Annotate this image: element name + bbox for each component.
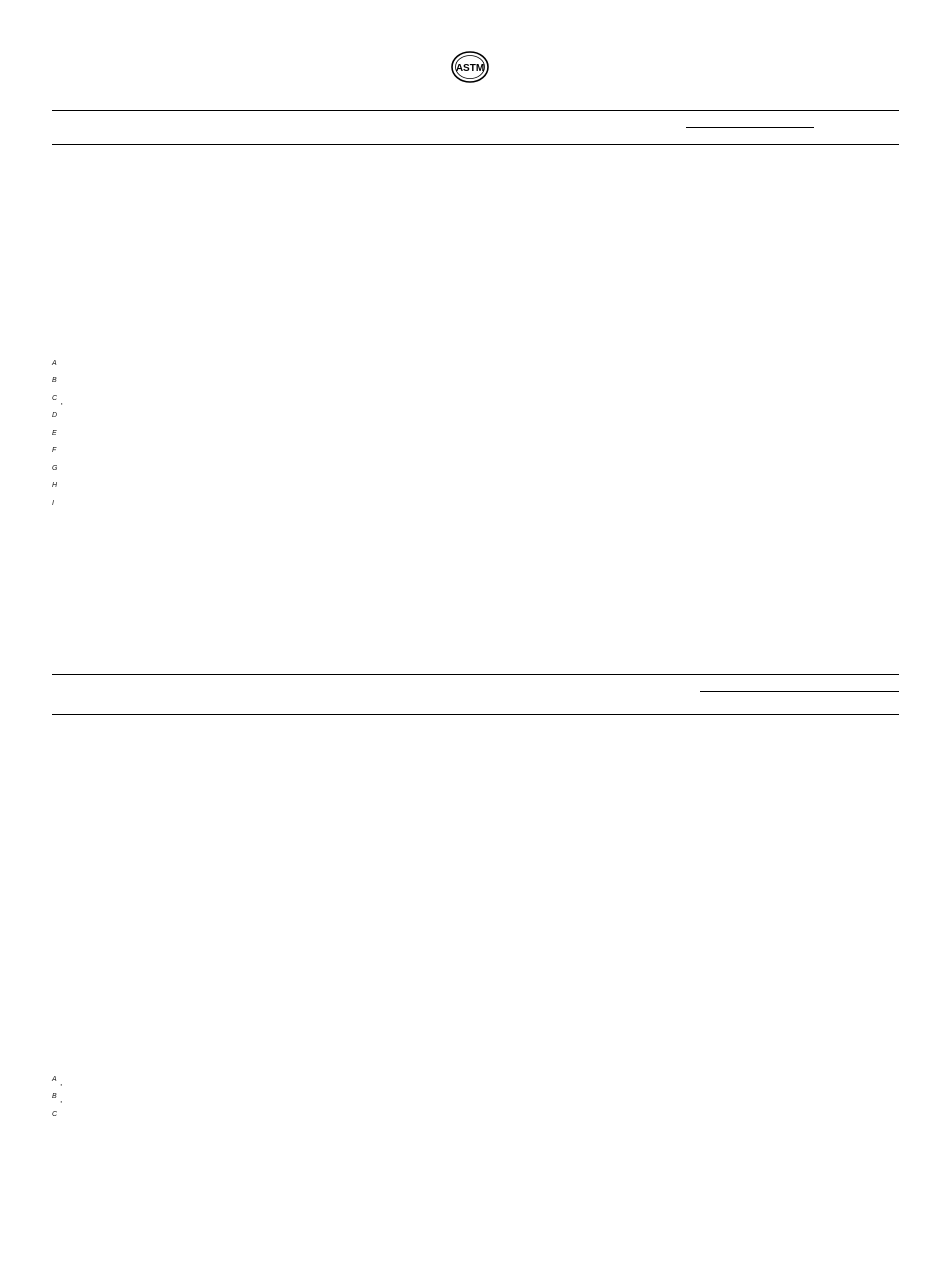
footnote-h: H	[52, 482, 58, 490]
col-chromium	[446, 111, 510, 145]
footnote-d: D	[52, 412, 58, 420]
col-silicon	[108, 111, 182, 145]
footnote-a: A	[52, 360, 57, 367]
footnote-c: C	[52, 1110, 58, 1118]
col-iron	[182, 111, 240, 145]
col-other-elements	[686, 111, 814, 128]
table2-tensile-properties	[52, 674, 899, 715]
col-aluminum	[814, 111, 899, 145]
table1-chemical-composition	[52, 110, 899, 145]
footnote-e: E	[52, 429, 57, 437]
table1-footnotes	[52, 357, 899, 514]
col-total	[740, 128, 814, 145]
footnote-f: F	[52, 447, 57, 455]
footnote-b: $^B$ .	[52, 1093, 63, 1107]
col-full-section	[700, 692, 796, 715]
col-wall-thickness	[302, 675, 450, 715]
footnote-a: $^A$ .	[52, 1076, 63, 1089]
col-each	[686, 128, 740, 145]
col-yield-strength	[552, 675, 700, 715]
col-copper	[240, 111, 314, 145]
footnote-i: I	[52, 499, 54, 507]
svg-text:ASTM: ASTM	[455, 63, 484, 74]
footnote-b: B	[52, 377, 57, 385]
col-cut-out	[796, 692, 899, 715]
page-header	[0, 50, 950, 89]
footnote-g: G	[52, 464, 58, 472]
col-alloy	[52, 111, 108, 145]
col-zinc	[510, 111, 570, 145]
col-magnesium	[372, 111, 446, 145]
col-temper	[154, 675, 302, 715]
col-titanium	[570, 111, 646, 145]
footnote-c: $^C$ .	[52, 394, 64, 408]
col-tensile-strength	[450, 675, 552, 715]
astm-logo	[450, 50, 490, 89]
col-elongation	[700, 675, 899, 692]
table2-footnotes	[52, 1073, 899, 1125]
col-alloy	[52, 675, 154, 715]
col-manganese	[314, 111, 372, 145]
